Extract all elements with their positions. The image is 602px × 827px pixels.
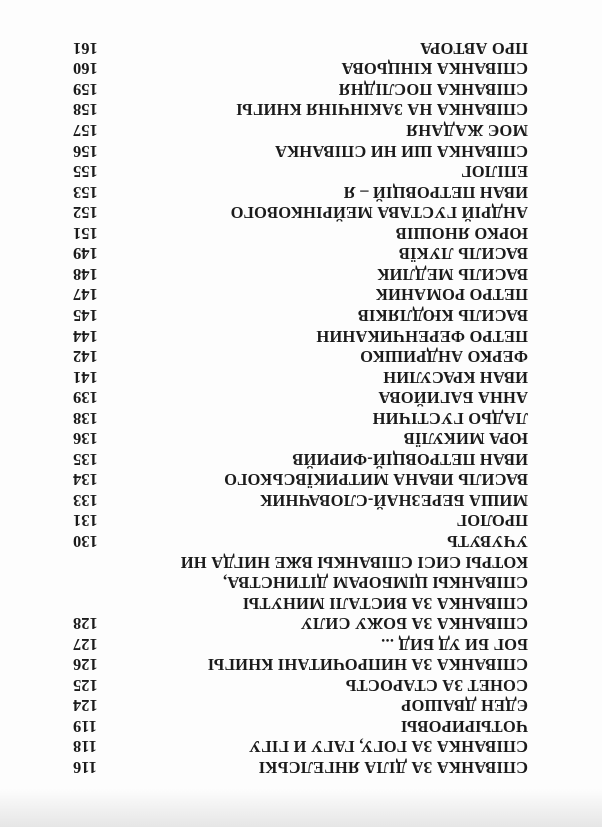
toc-entry-title: СПІВАНКА НА ЗАКІНЧІНЯ КНИГЫ	[236, 100, 528, 120]
toc-entry-page-number: 147	[73, 285, 98, 305]
toc-entry-title: СПІВАНКА ЗА ДІЛА ЯНГЕЛСЬКІ	[258, 758, 528, 777]
toc-entry	[73, 325, 528, 346]
toc-entry-title: ИВАН ПЕТРОВЦІЙ – Я	[343, 182, 528, 202]
toc-entry	[73, 633, 528, 654]
toc-entry-title: ЧОТЫРИРОВЫ	[400, 716, 528, 736]
toc-entry-page-number: 128	[73, 614, 98, 634]
toc-entry	[73, 715, 528, 736]
toc-entry-title: ИВАН КРАСУЛИН	[383, 367, 528, 387]
toc-entry-page-number: 126	[73, 655, 98, 675]
toc-entry-title: ЛАДЬО ГУСТІЧИН	[372, 408, 528, 428]
toc-entry	[73, 284, 528, 305]
toc-entry	[73, 510, 528, 531]
toc-entry	[73, 78, 528, 99]
toc-entry-page-number: 119	[73, 716, 97, 736]
toc-entry-page-number: 116	[73, 758, 97, 777]
toc-entry-page-number: 130	[73, 531, 98, 551]
toc-entry	[73, 387, 528, 408]
toc-entry-title: МОЄ ЖАДАНЯ	[406, 121, 528, 141]
toc-entry-title: ВАСИЛЬ КЮДЛЯКІВ	[357, 305, 528, 325]
toc-entry	[73, 202, 528, 223]
toc-entry	[73, 489, 528, 510]
toc-entry-page-number: 138	[73, 408, 98, 428]
toc-entry-page-number: 152	[73, 203, 98, 223]
toc-entry-page-number: 148	[73, 264, 98, 284]
toc-entry-title: ЮРА МИКУЛЇВ	[403, 429, 528, 449]
toc-entry-page-number: 157	[73, 121, 98, 141]
toc-entry-page-number: 144	[73, 326, 98, 346]
toc-entry	[73, 756, 528, 777]
toc-entry	[73, 736, 528, 757]
toc-entry	[73, 572, 528, 593]
toc-entry-page-number: 133	[73, 490, 98, 510]
toc-entry-title: АННА БАГИЙОВА	[378, 388, 528, 408]
toc-entry-page-number: 127	[73, 634, 98, 654]
toc-entry-title: ПРОЛОГ	[456, 511, 528, 531]
toc-entry-title: ФЕРКО АНДРИШКО	[359, 347, 528, 367]
toc-entry-title: ИВАН ПЕТРОВЦІЙ-ФИРИЙВ	[292, 449, 528, 469]
toc-entry-title: СПІВАНКА ЗА ГОГУ, ГАГУ И ГІГУ	[248, 737, 528, 757]
toc-entry-page-number: 131	[73, 511, 98, 531]
toc-entry-page-number: 142	[73, 347, 98, 367]
toc-entry-title: ВАСИЛЬ ИВАНА МИТРИКЇВСЬКОГО	[224, 470, 528, 490]
toc-entry-title: УЧУВУТЬ	[446, 531, 528, 551]
toc-entry	[73, 161, 528, 182]
toc-entry-title: СПІВАНКЫ ЦІМБОРАМ ДІТИНСТВА,	[222, 573, 528, 593]
toc-entry	[73, 448, 528, 469]
toc-entry-page-number: 159	[73, 79, 98, 99]
toc-entry	[73, 304, 528, 325]
toc-entry	[73, 407, 528, 428]
toc-entry	[73, 346, 528, 367]
toc-entry-page-number: 158	[73, 100, 98, 120]
toc-entry-title: СПІВАНКА ШИ НИ СПІВАНКА	[274, 141, 528, 161]
toc-entry-title: ПРО АВТОРА	[420, 38, 528, 58]
toc-entry-page-number: 153	[73, 182, 98, 202]
toc-entry-page-number: 135	[73, 449, 98, 469]
toc-entry-title: ВАСИЛЬ МЕДЛИК	[377, 264, 528, 284]
toc-entry-page-number: 151	[73, 223, 98, 243]
toc-entry	[73, 674, 528, 695]
toc-entry-title: БОГ БИ УД БИД ...	[380, 634, 528, 654]
table-of-contents	[73, 37, 528, 777]
toc-entry-title: ЄДЕН ДВАШОР	[401, 696, 528, 716]
toc-entry-page-number: 139	[73, 388, 98, 408]
toc-entry	[73, 181, 528, 202]
toc-entry	[73, 592, 528, 613]
toc-entry-title: СПІВАНКА ПОСЛІДНЯ	[338, 79, 528, 99]
toc-entry-page-number: 160	[73, 59, 98, 79]
toc-entry-title: ЕПІЛОГ	[460, 162, 528, 182]
toc-entry	[73, 366, 528, 387]
toc-entry-title: ПЕТРО ФЕРЕНЧИКАНИН	[316, 326, 528, 346]
toc-entry-page-number: 155	[73, 162, 98, 182]
toc-entry	[73, 140, 528, 161]
toc-entry	[73, 551, 528, 572]
toc-entry	[73, 37, 528, 58]
toc-entry	[73, 120, 528, 141]
toc-entry-page-number: 145	[73, 305, 98, 325]
toc-entry-title: СПІВАНКА ЗА ВИСТАЛІ МИНУТЫ	[242, 593, 528, 613]
toc-entry	[73, 530, 528, 551]
toc-entry	[73, 263, 528, 284]
toc-entry	[73, 99, 528, 120]
toc-entry-page-number: 149	[73, 244, 98, 264]
toc-entry-title: ЮРКО ЯНОШІВ	[395, 223, 528, 243]
toc-entry-title: СПІВАНКА КІНЦЬОВА	[341, 59, 528, 79]
toc-entry	[73, 222, 528, 243]
toc-entry	[73, 243, 528, 264]
toc-entry-title: МИША БЕРЕЗНАЙ-СЛОВАЧНИК	[260, 490, 528, 510]
toc-entry-title: ПЕТРО РОМАНИК	[375, 285, 528, 305]
toc-entry-page-number: 156	[73, 141, 98, 161]
toc-entry	[73, 58, 528, 79]
toc-entry	[73, 695, 528, 716]
toc-entry-title: СПІВАНКА ЗА НИПРОЧИТАНІ КНИГЫ	[207, 655, 528, 675]
toc-entry	[73, 613, 528, 634]
toc-entry-page-number: 118	[73, 737, 97, 757]
toc-entry-page-number: 136	[73, 429, 98, 449]
toc-entry-title: АНДРІЙ ГУСТАВА МЕЙРІНКОВОГО	[230, 203, 528, 223]
toc-entry-page-number: 124	[73, 696, 98, 716]
toc-entry-title: СПІВАНКА ЗА БОЖУ СИЛУ	[300, 614, 528, 634]
toc-entry-title: КОТРЫ СИСІ СПІВАНКЫ ВЖЕ НИГДА НИ	[180, 552, 528, 572]
toc-entry-page-number: 125	[73, 675, 98, 695]
toc-entry-page-number: 161	[73, 38, 98, 58]
toc-entry	[73, 428, 528, 449]
toc-entry-page-number: 141	[73, 367, 98, 387]
toc-entry-page-number: 134	[73, 470, 98, 490]
page-edge-shadow	[0, 789, 602, 827]
toc-entry-title: СОНЕТ ЗА СТАРОСТЬ	[345, 675, 528, 695]
toc-entry	[73, 469, 528, 490]
toc-entry	[73, 654, 528, 675]
toc-entry-title: ВАСИЛЬ ЛУКЇВ	[398, 244, 528, 264]
